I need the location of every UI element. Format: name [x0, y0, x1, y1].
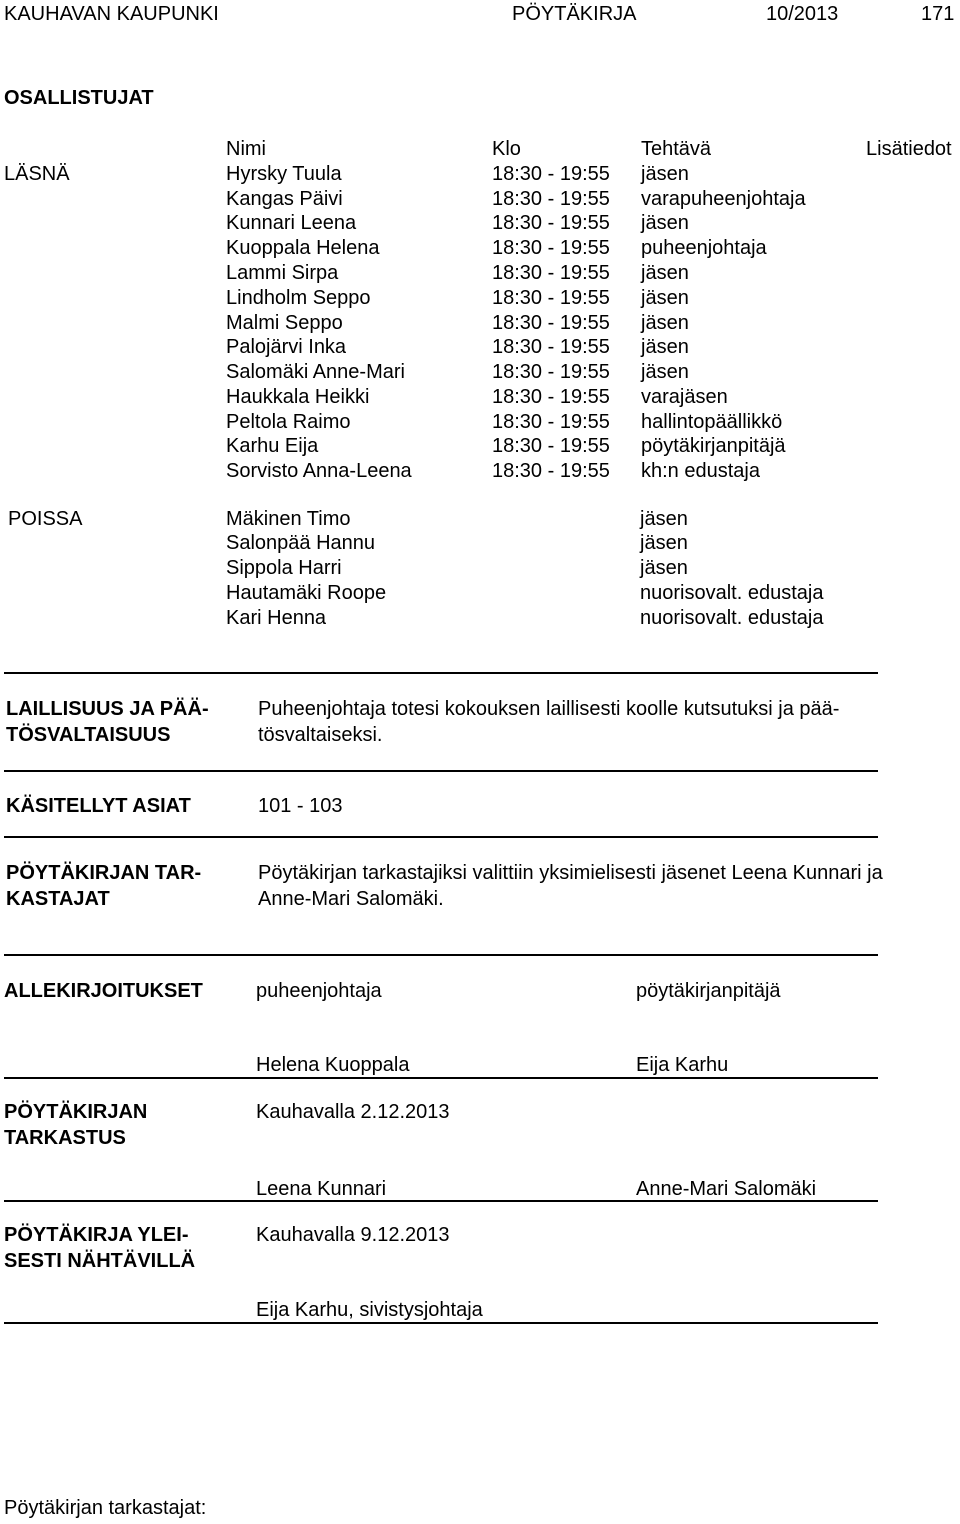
signature-name-chair: Helena Kuoppala	[256, 1054, 410, 1076]
participant-role: puheenjohtaja	[641, 237, 767, 259]
participant-name: Lammi Sirpa	[226, 262, 339, 284]
participant-name: Salomäki Anne-Mari	[226, 361, 405, 383]
participant-time: 18:30 - 19:55	[492, 460, 610, 482]
public-label-line2: SESTI NÄHTÄVILLÄ	[4, 1250, 196, 1272]
org-name: KAUHAVAN KAUPUNKI	[4, 3, 219, 25]
divider	[4, 1200, 878, 1202]
public-place-date: Kauhavalla 9.12.2013	[256, 1224, 450, 1246]
inspectors-label-line1: PÖYTÄKIRJAN TAR-	[6, 862, 202, 884]
participant-row	[0, 385, 960, 410]
signatures-label: ALLEKIRJOITUKSET	[4, 980, 203, 1002]
absent-row	[0, 581, 960, 606]
participants-header-row	[0, 137, 960, 162]
participant-time: 18:30 - 19:55	[492, 312, 610, 334]
signature-name-secretary: Eija Karhu	[636, 1054, 729, 1076]
participant-role: kh:n edustaja	[641, 460, 760, 482]
review-label-line1: PÖYTÄKIRJAN	[4, 1101, 148, 1123]
participant-role: jäsen	[641, 163, 689, 185]
participant-time: 18:30 - 19:55	[492, 163, 610, 185]
participant-row	[0, 410, 960, 435]
absent-role: nuorisovalt. edustaja	[640, 582, 824, 604]
participant-time: 18:30 - 19:55	[492, 336, 610, 358]
participant-role: hallintopäällikkö	[641, 411, 783, 433]
divider	[4, 1322, 878, 1324]
handled-value: 101 - 103	[258, 795, 343, 817]
present-label: LÄSNÄ	[4, 163, 70, 185]
document-number: 10/2013	[766, 3, 839, 25]
participant-row	[0, 459, 960, 484]
legality-label	[6, 696, 209, 748]
participant-time: 18:30 - 19:55	[492, 435, 610, 457]
participant-role: jäsen	[641, 287, 689, 309]
participant-row	[0, 187, 960, 212]
participant-role: jäsen	[641, 312, 689, 334]
review-signer-left: Leena Kunnari	[256, 1178, 387, 1200]
absent-role: jäsen	[640, 557, 688, 579]
participant-role: jäsen	[641, 212, 689, 234]
legality-text	[258, 696, 839, 748]
inspectors-text-line1: Pöytäkirjan tarkastajiksi valittiin yksimielisesti jäsenet Leena Kunnari ja	[258, 862, 883, 884]
participant-name: Palojärvi Inka	[226, 336, 347, 358]
participant-time: 18:30 - 19:55	[492, 188, 610, 210]
review-signer-right: Anne-Mari Salomäki	[636, 1178, 817, 1200]
participant-role: pöytäkirjanpitäjä	[641, 435, 786, 457]
participant-row	[0, 434, 960, 459]
absent-row	[0, 531, 960, 556]
participant-row	[0, 236, 960, 261]
participant-time: 18:30 - 19:55	[492, 361, 610, 383]
inspectors-label	[6, 860, 201, 912]
absent-name: Mäkinen Timo	[226, 508, 351, 530]
column-role: Tehtävä	[641, 138, 712, 160]
review-place-date: Kauhavalla 2.12.2013	[256, 1101, 450, 1123]
divider	[4, 770, 878, 772]
document-type: PÖYTÄKIRJA	[512, 3, 637, 25]
divider	[4, 954, 878, 956]
absent-role: jäsen	[640, 532, 688, 554]
participant-name: Peltola Raimo	[226, 411, 351, 433]
inspectors-label-line2: KASTAJAT	[6, 888, 110, 910]
participant-name: Kangas Päivi	[226, 188, 343, 210]
page-number: 171	[921, 3, 955, 25]
absent-role: nuorisovalt. edustaja	[640, 607, 824, 629]
participant-name: Kunnari Leena	[226, 212, 357, 234]
divider	[4, 1077, 878, 1079]
participant-row	[0, 211, 960, 236]
participant-role: varajäsen	[641, 386, 728, 408]
inspectors-text	[258, 860, 883, 912]
handled-label: KÄSITELLYT ASIAT	[6, 795, 191, 817]
absent-row	[0, 507, 960, 532]
participant-name: Sorvisto Anna-Leena	[226, 460, 412, 482]
column-name: Nimi	[226, 138, 266, 160]
absent-row	[0, 606, 960, 631]
review-label	[4, 1099, 147, 1151]
signature-role-secretary: pöytäkirjanpitäjä	[636, 980, 781, 1002]
legality-label-line1: LAILLISUUS JA PÄÄ-	[6, 698, 209, 720]
divider	[4, 836, 878, 838]
participant-row	[0, 335, 960, 360]
absent-name: Salonpää Hannu	[226, 532, 376, 554]
absent-name: Sippola Harri	[226, 557, 342, 579]
participant-name: Kuoppala Helena	[226, 237, 380, 259]
participant-name: Malmi Seppo	[226, 312, 343, 334]
participants-title: OSALLISTUJAT	[4, 87, 154, 109]
public-signer: Eija Karhu, sivistysjohtaja	[256, 1299, 483, 1321]
participant-time: 18:30 - 19:55	[492, 262, 610, 284]
signature-role-chair: puheenjohtaja	[256, 980, 382, 1002]
participant-name: Haukkala Heikki	[226, 386, 370, 408]
participant-time: 18:30 - 19:55	[492, 287, 610, 309]
public-label	[4, 1222, 195, 1274]
footer-text: Pöytäkirjan tarkastajat:	[4, 1497, 207, 1519]
participant-time: 18:30 - 19:55	[492, 386, 610, 408]
legality-label-line2: TÖSVALTAISUUS	[6, 724, 171, 746]
participant-time: 18:30 - 19:55	[492, 212, 610, 234]
divider	[4, 672, 878, 674]
public-label-line1: PÖYTÄKIRJA YLEI-	[4, 1224, 189, 1246]
inspectors-text-line2: Anne-Mari Salomäki.	[258, 888, 444, 910]
participant-role: jäsen	[641, 336, 689, 358]
absent-name: Kari Henna	[226, 607, 327, 629]
absent-role: jäsen	[640, 508, 688, 530]
participant-role: jäsen	[641, 361, 689, 383]
legality-text-line1: Puheenjohtaja totesi kokouksen laillisesti koolle kutsutuksi ja pää-	[258, 698, 840, 720]
participant-row	[0, 261, 960, 286]
participant-name: Lindholm Seppo	[226, 287, 371, 309]
column-extra: Lisätiedot	[866, 138, 952, 160]
column-time: Klo	[492, 138, 521, 160]
participant-row	[0, 162, 960, 187]
participant-row	[0, 360, 960, 385]
participant-time: 18:30 - 19:55	[492, 411, 610, 433]
review-label-line2: TARKASTUS	[4, 1127, 126, 1149]
participant-time: 18:30 - 19:55	[492, 237, 610, 259]
participant-row	[0, 311, 960, 336]
participant-row	[0, 286, 960, 311]
participant-name: Hyrsky Tuula	[226, 163, 342, 185]
absent-name: Hautamäki Roope	[226, 582, 387, 604]
legality-text-line2: tösvaltaiseksi.	[258, 724, 383, 746]
participant-name: Karhu Eija	[226, 435, 319, 457]
participant-role: jäsen	[641, 262, 689, 284]
participant-role: varapuheenjohtaja	[641, 188, 806, 210]
absent-label: POISSA	[8, 508, 83, 530]
absent-row	[0, 556, 960, 581]
